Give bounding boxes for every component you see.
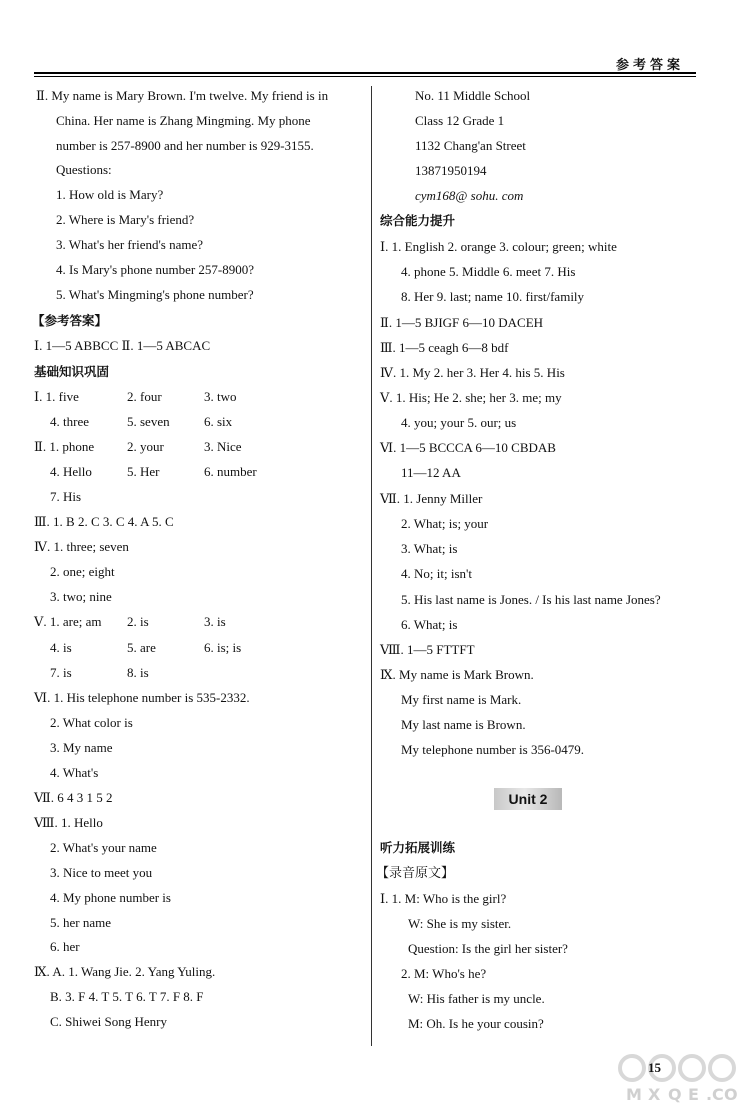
answer-line: Ⅴ. 1. His; He 2. she; her 3. me; my <box>380 390 562 405</box>
svg-text:O: O <box>724 1085 738 1104</box>
section-heading: 听力拓展训练 <box>380 840 456 855</box>
answer-line: 13871950194 <box>415 163 487 178</box>
answer-line: Ⅲ. 1—5 ceagh 6—8 bdf <box>380 340 509 355</box>
answer-line: 2. What; is; your <box>401 516 489 531</box>
section-heading: 综合能力提升 <box>380 213 456 228</box>
answer-line: C. Shiwei Song Henry <box>50 1014 167 1029</box>
answer-line: Questions: <box>56 162 112 177</box>
svg-text:M: M <box>626 1085 642 1104</box>
page-header <box>34 52 696 72</box>
answer-line: 2. M: Who's he? <box>401 966 487 981</box>
answer-line: 2. your <box>127 439 164 454</box>
svg-text:Q: Q <box>668 1085 682 1104</box>
answer-line: No. 11 Middle School <box>415 88 531 103</box>
answer-line: Ⅱ. My name is Mary Brown. I'm twelve. My friend is in <box>36 88 329 103</box>
answer-line: 2. four <box>127 389 162 404</box>
answer-line: 8. Her 9. last; name 10. first/family <box>401 289 585 304</box>
section-heading: 基础知识巩固 <box>34 364 110 379</box>
answer-line: 4. three <box>50 414 89 429</box>
answer-line: cym168@ sohu. com <box>415 188 524 203</box>
answer-line: Class 12 Grade 1 <box>415 113 505 128</box>
answer-line: Ⅱ. 1—5 BJIGF 6—10 DACEH <box>380 315 544 330</box>
svg-text:.: . <box>706 1085 713 1104</box>
answer-line: Ⅴ. 1. are; am <box>34 614 102 629</box>
answer-line: My first name is Mark. <box>401 692 522 707</box>
answer-line: Ⅰ. 1. M: Who is the girl? <box>380 891 507 906</box>
answer-line: B. 3. F 4. T 5. T 6. T 7. F 8. F <box>50 989 204 1004</box>
answer-line: 3. two; nine <box>50 589 112 604</box>
answer-line: My telephone number is 356-0479. <box>401 742 585 757</box>
header-rule <box>34 72 696 74</box>
answer-line: 2. Where is Mary's friend? <box>56 212 195 227</box>
answer-line: Ⅱ. 1. phone <box>34 439 95 454</box>
answer-line: Ⅷ. 1. Hello <box>34 815 103 830</box>
answer-line: 3. My name <box>50 740 113 755</box>
answer-line: Ⅰ. 1. English 2. orange 3. colour; green; white <box>380 239 617 254</box>
answer-line: 6. six <box>204 414 233 429</box>
watermark-logo-icon <box>614 1046 744 1106</box>
answer-line: 11—12 AA <box>401 465 461 480</box>
answer-line: 5. Her <box>127 464 160 479</box>
answer-line: 3. is <box>204 614 226 629</box>
answer-line: 5. What's Mingming's phone number? <box>56 287 254 302</box>
answer-line: 4. Is Mary's phone number 257-8900? <box>56 262 255 277</box>
answer-line: 【录音原文】 <box>376 865 455 880</box>
answer-line: 4. phone 5. Middle 6. meet 7. His <box>401 264 576 279</box>
svg-text:X: X <box>648 1085 661 1104</box>
answer-line: 2. is <box>127 614 149 629</box>
answer-line: 2. What's your name <box>50 840 157 855</box>
answer-line: 1132 Chang'an Street <box>415 138 526 153</box>
unit-title-badge: Unit 2 <box>494 788 562 810</box>
answer-line: 4. What's <box>50 765 99 780</box>
answer-line: 2. one; eight <box>50 564 115 579</box>
answer-line: 1. How old is Mary? <box>56 187 164 202</box>
answer-line: 7. His <box>50 489 82 504</box>
answer-line: number is 257-8900 and her number is 929-3155. <box>56 138 314 153</box>
answer-line: Ⅳ. 1. three; seven <box>34 539 129 554</box>
answer-line: 4. Hello <box>50 464 92 479</box>
answer-line: 6. her <box>50 939 80 954</box>
answer-line: 3. What; is <box>401 541 458 556</box>
answer-line: 6. is; is <box>204 640 242 655</box>
answer-line: W: His father is my uncle. <box>408 991 545 1006</box>
answer-line: Ⅶ. 6 4 3 1 5 2 <box>34 790 113 805</box>
answer-line: Ⅳ. 1. My 2. her 3. Her 4. his 5. His <box>380 365 565 380</box>
answer-line: 5. her name <box>50 915 112 930</box>
answer-line: M: Oh. Is he your cousin? <box>408 1016 544 1031</box>
answer-line: Ⅵ. 1. His telephone number is 535-2332. <box>34 690 250 705</box>
answer-line: W: She is my sister. <box>408 916 512 931</box>
answer-line: 3. Nice <box>204 439 242 454</box>
answer-line: Question: Is the girl her sister? <box>408 941 568 956</box>
answer-line: 2. What color is <box>50 715 133 730</box>
answer-line: 3. two <box>204 389 237 404</box>
answer-line: Ⅸ. A. 1. Wang Jie. 2. Yang Yuling. <box>34 964 216 979</box>
answer-line: China. Her name is Zhang Mingming. My phone <box>56 113 311 128</box>
answer-line: Ⅸ. My name is Mark Brown. <box>380 667 534 682</box>
answer-line: 4. No; it; isn't <box>401 566 472 581</box>
section-heading: 【参考答案】 <box>32 313 108 328</box>
svg-text:C: C <box>712 1085 724 1104</box>
answer-line: 5. His last name is Jones. / Is his last name Jones? <box>401 592 661 607</box>
answer-line: 4. is <box>50 640 72 655</box>
answer-line: 4. My phone number is <box>50 890 171 905</box>
answer-line: Ⅰ. 1—5 ABBCC Ⅱ. 1—5 ABCAC <box>34 338 211 353</box>
header-rule-thin <box>34 76 696 77</box>
svg-text:E: E <box>688 1085 699 1104</box>
answer-line: 5. are <box>127 640 156 655</box>
answer-line: 3. What's her friend's name? <box>56 237 204 252</box>
answer-line: My last name is Brown. <box>401 717 526 732</box>
answer-line: 6. number <box>204 464 257 479</box>
answer-line: Ⅵ. 1—5 BCCCA 6—10 CBDAB <box>380 440 556 455</box>
answer-line: Ⅲ. 1. B 2. C 3. C 4. A 5. C <box>34 514 174 529</box>
answer-line: 5. seven <box>127 414 170 429</box>
answer-line: 8. is <box>127 665 149 680</box>
answer-line: Ⅶ. 1. Jenny Miller <box>380 491 483 506</box>
answer-line: 4. you; your 5. our; us <box>401 415 517 430</box>
answer-line: 7. is <box>50 665 72 680</box>
column-divider <box>371 86 372 1046</box>
answer-line: 6. What; is <box>401 617 458 632</box>
answer-line: Ⅰ. 1. five <box>34 389 79 404</box>
answer-line: 3. Nice to meet you <box>50 865 153 880</box>
page-number: 15 <box>648 1060 661 1075</box>
answer-line: Ⅷ. 1—5 FTTFT <box>380 642 475 657</box>
header-title: 参考答案 <box>615 58 684 73</box>
